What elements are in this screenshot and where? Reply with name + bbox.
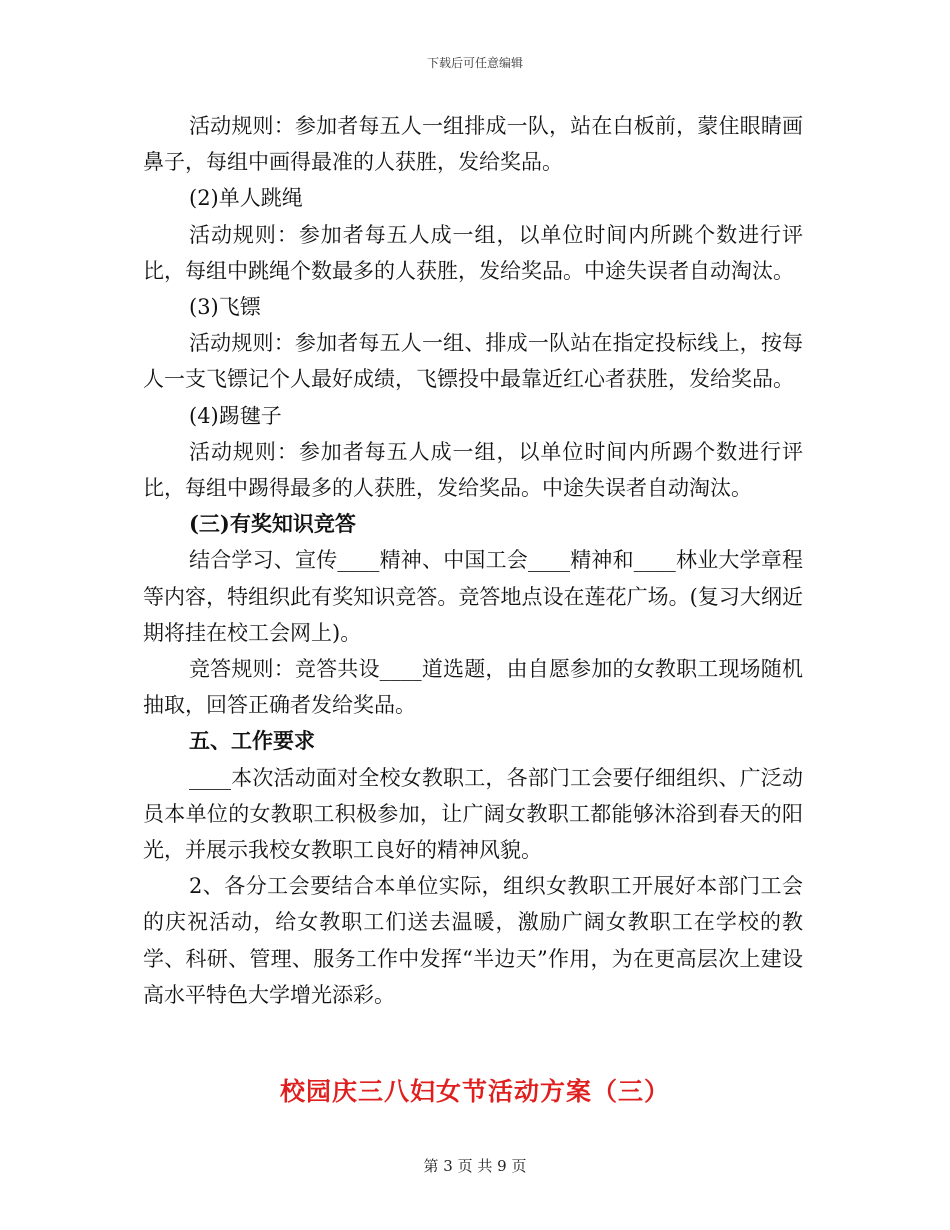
section-title: 校园庆三八妇女节活动方案（三） bbox=[279, 1077, 670, 1106]
page-footer: 第 3 页 共 9 页 bbox=[423, 1157, 527, 1175]
rule-paragraph-1: 活动规则：参加者每五人一组排成一队，站在白板前，蒙住眼睛画鼻子，每组中画得最准的人获胜，发给奖品。 bbox=[143, 114, 803, 175]
item-heading-shuttlecock: (4)踢毽子 bbox=[189, 403, 282, 428]
requirements-paragraph-2: 2、各分工会要结合本单位实际，组织女教职工开展好本部门工会的庆祝活动，给女教职工们送去温暖，激励广阔女教职工在学校的教学、科研、管理、服务工作中发挥“半边天”作用，为在更高层次上建设高水平特色大学增光添彩。 bbox=[143, 874, 803, 1007]
section-heading-quiz: (三)有奖知识竞答 bbox=[189, 511, 356, 537]
document-body bbox=[143, 108, 803, 1013]
section-heading-requirements: 五、工作要求 bbox=[189, 728, 315, 754]
rule-paragraph-3: 活动规则：参加者每五人一组、排成一队站在指定投标线上，按每人一支飞镖记个人最好成绩，飞镖投中最靠近红心者获胜，发给奖品。 bbox=[143, 331, 803, 392]
item-heading-jump-rope: (2)单人跳绳 bbox=[189, 186, 303, 211]
quiz-paragraph: 结合学习、宣传____精神、中国工会____精神和____林业大学章程等内容，特组织此有奖知识竞答。竞答地点设在莲花广场。(复习大纲近期将挂在校工会网上)。 bbox=[143, 548, 803, 645]
page-header-note: 下载后可任意编辑 bbox=[426, 56, 523, 70]
rule-paragraph-4: 活动规则：参加者每五人成一组，以单位时间内所踢个数进行评比，每组中踢得最多的人获胜，发给奖品。中途失误者自动淘汰。 bbox=[143, 439, 803, 501]
rule-paragraph-2: 活动规则：参加者每五人成一组，以单位时间内所跳个数进行评比，每组中跳绳个数最多的人获胜，发给奖品。中途失误者自动淘汰。 bbox=[143, 222, 803, 283]
item-heading-darts: (3)飞镖 bbox=[189, 295, 261, 320]
requirements-paragraph-1: ____本次活动面对全校女教职工，各部门工会要仔细组织、广泛动员本单位的女教职工积极参加，让广阔女教职工都能够沐浴到春天的阳光，并展示我校女教职工良好的精神风貌。 bbox=[143, 765, 803, 863]
quiz-rules-paragraph: 竞答规则：竞答共设____道选题，由自愿参加的女教职工现场随机抽取，回答正确者发给奖品。 bbox=[143, 657, 803, 718]
